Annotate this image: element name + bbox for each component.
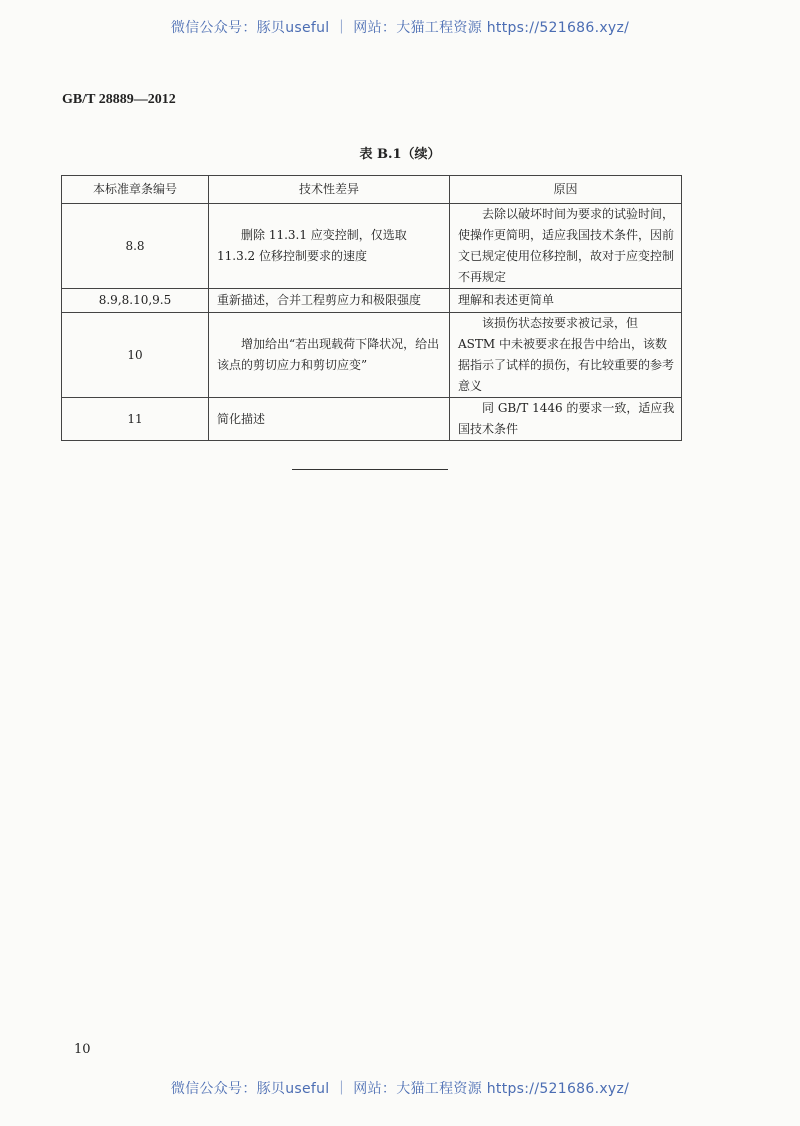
differences-table	[61, 175, 682, 441]
reason-cell: 去除以破坏时间为要求的试验时间，使操作更简明，适应我国技术条件，因前文已规定使用位移控制，故对于应变控制不再规定	[450, 204, 682, 289]
clause-cell: 8.9,8.10,9.5	[62, 289, 209, 313]
difference-cell: 重新描述，合并工程剪应力和极限强度	[209, 289, 450, 313]
clause-cell: 8.8	[62, 204, 209, 289]
header-difference: 技术性差异	[209, 176, 450, 204]
standard-number: GB/T 28889—2012	[62, 92, 176, 107]
difference-cell: 简化描述	[209, 398, 450, 441]
reason-cell: 同 GB/T 1446 的要求一致，适应我国技术条件	[450, 398, 682, 441]
clause-cell: 11	[62, 398, 209, 441]
end-rule	[292, 469, 448, 470]
reason-cell: 该损伤状态按要求被记录，但 ASTM 中未被要求在报告中给出，该数据指示了试样的损伤，有比较重要的参考意义	[450, 313, 682, 398]
table-row	[62, 289, 682, 313]
reason-cell: 理解和表述更简单	[450, 289, 682, 313]
table-header-row	[62, 176, 682, 204]
watermark-bottom: 微信公众号：豚贝useful ｜ 网站：大猫工程资源 https://521686.xyz/	[170, 1081, 630, 1097]
watermark-top: 微信公众号：豚贝useful ｜ 网站：大猫工程资源 https://521686.xyz/	[170, 20, 630, 36]
table-caption: 表 B.1（续）	[359, 147, 441, 162]
difference-cell: 删除 11.3.1 应变控制，仅选取 11.3.2 位移控制要求的速度	[209, 204, 450, 289]
table-row	[62, 313, 682, 398]
page-number: 10	[74, 1042, 91, 1057]
clause-cell: 10	[62, 313, 209, 398]
difference-cell: 增加给出“若出现载荷下降状况，给出该点的剪切应力和剪切应变”	[209, 313, 450, 398]
header-reason: 原因	[450, 176, 682, 204]
table-row	[62, 204, 682, 289]
table-row	[62, 398, 682, 441]
header-clause: 本标准章条编号	[62, 176, 209, 204]
